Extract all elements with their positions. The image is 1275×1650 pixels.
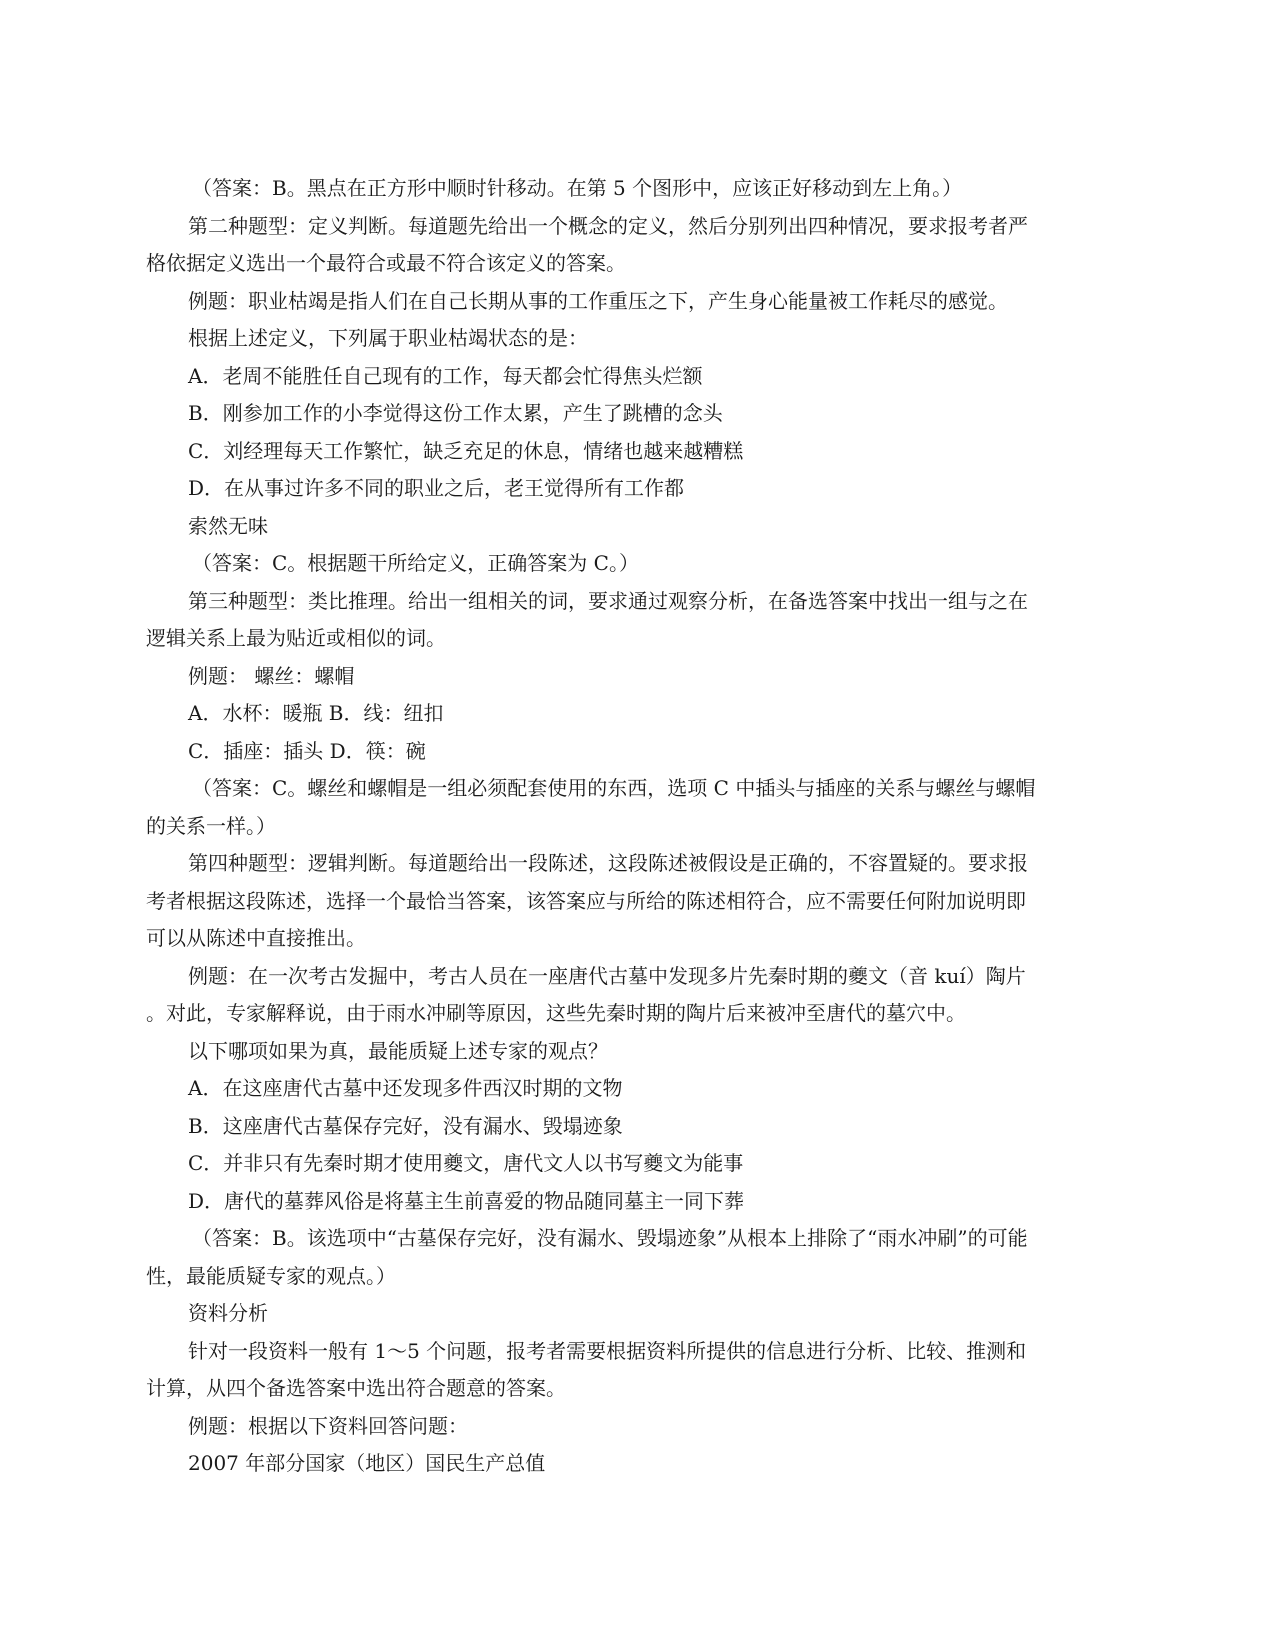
answer-paragraph: （答案：B。黑点在正方形中顺时针移动。在第 5 个图形中，应该正好移动到左上角。） xyxy=(192,176,963,200)
option-b: B．刚参加工作的小李觉得这份工作太累，产生了跳槽的念头 xyxy=(188,401,723,425)
paragraph-line: 考者根据这段陈述，选择一个最恰当答案，该答案应与所给的陈述相符合，应不需要任何附加说明即 xyxy=(146,888,1026,913)
question-line: 根据上述定义，下列属于职业枯竭状态的是： xyxy=(188,326,588,350)
paragraph-line: 可以从陈述中直接推出。 xyxy=(146,926,366,950)
answer-paragraph: （答案：B。该选项中“古墓保存完好，没有漏水、毁塌迹象”从根本上排除了“雨水冲刷”的可能 xyxy=(192,1226,1028,1250)
paragraph-line: 第二种题型：定义判断。每道题先给出一个概念的定义，然后分别列出四种情况，要求报考者严 xyxy=(188,213,1028,238)
option-c: C．刘经理每天工作繁忙，缺乏充足的休息，情绪也越来越糟糕 xyxy=(188,438,744,463)
option-d: D．在从事过许多不同的职业之后，老王觉得所有工作都 xyxy=(188,476,685,500)
example-line: 例题：根据以下资料回答问题： xyxy=(188,1413,468,1438)
option-c: C．并非只有先秦时期才使用夔文，唐代文人以书写夔文为能事 xyxy=(188,1151,744,1175)
document-body xyxy=(146,170,1066,1483)
paragraph-line: 逻辑关系上最为贴近或相似的词。 xyxy=(146,626,446,650)
option-line: A．水杯：暖瓶 B．线：纽扣 xyxy=(188,701,444,725)
option-b: B．这座唐代古墓保存完好，没有漏水、毁塌迹象 xyxy=(188,1113,623,1138)
option-a: A．老周不能胜任自己现有的工作，每天都会忙得焦头烂额 xyxy=(188,363,703,388)
section-heading: 资料分析 xyxy=(188,1301,268,1325)
example-line: 例题：职业枯竭是指人们在自己长期从事的工作重压之下，产生身心能量被工作耗尽的感觉。 xyxy=(188,288,1008,313)
paragraph-line: 格依据定义选出一个最符合或最不符合该定义的答案。 xyxy=(146,251,626,275)
example-line-continued: 。对此，专家解释说，由于雨水冲刷等原因，这些先秦时期的陶片后来被冲至唐代的墓穴中。 xyxy=(146,1001,966,1025)
option-d: D．唐代的墓葬风俗是将墓主生前喜爱的物品随同墓主一同下葬 xyxy=(188,1188,745,1213)
option-line: C．插座：插头 D．筷：碗 xyxy=(188,738,426,763)
answer-paragraph-continued: 的关系一样。） xyxy=(146,813,276,838)
answer-paragraph: （答案：C。螺丝和螺帽是一组必须配套使用的东西，选项 C 中插头与插座的关系与螺丝与螺帽 xyxy=(192,776,1036,800)
example-line: 例题： 螺丝：螺帽 xyxy=(188,663,355,688)
option-a: A．在这座唐代古墓中还发现多件西汉时期的文物 xyxy=(188,1076,623,1100)
table-caption: 2007 年部分国家（地区）国民生产总值 xyxy=(188,1451,546,1475)
answer-paragraph: （答案：C。根据题干所给定义，正确答案为 C。） xyxy=(192,551,639,575)
paragraph-line: 计算，从四个备选答案中选出符合题意的答案。 xyxy=(146,1376,566,1400)
option-d-continued: 索然无味 xyxy=(188,513,268,538)
example-line: 例题：在一次考古发掘中，考古人员在一座唐代古墓中发现多片先秦时期的夔文（音 kuí）陶片 xyxy=(188,963,1026,988)
paragraph-line: 第三种题型：类比推理。给出一组相关的词，要求通过观察分析，在备选答案中找出一组与之在 xyxy=(188,588,1028,613)
paragraph-line: 第四种题型：逻辑判断。每道题给出一段陈述，这段陈述被假设是正确的，不容置疑的。要求报 xyxy=(188,851,1028,875)
paragraph-line: 针对一段资料一般有 1～5 个问题，报考者需要根据资料所提供的信息进行分析、比较、推测和 xyxy=(188,1338,1027,1363)
question-line: 以下哪项如果为真，最能质疑上述专家的观点？ xyxy=(188,1038,608,1063)
answer-paragraph-continued: 性，最能质疑专家的观点。） xyxy=(146,1263,396,1288)
